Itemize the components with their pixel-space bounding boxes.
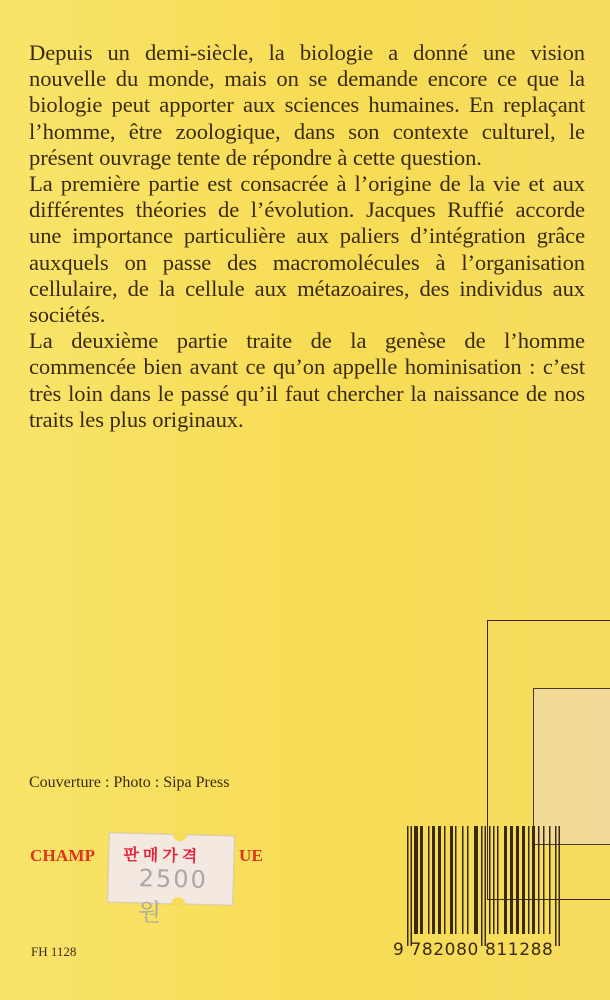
blurb-paragraph-3: La deuxième partie traite de la genèse de l’homme commencée bien avant ce qu’on appelle hominisation : c’est très loin dans le passé qu’il faut chercher la naissance de nos traits les plus originaux.	[29, 328, 585, 432]
isbn-number	[393, 940, 553, 960]
cover-photo-credit: Couverture : Photo : Sipa Press	[29, 774, 230, 791]
price-sticker-price: 2500원	[137, 864, 209, 927]
isbn-group-1: 782080	[410, 940, 479, 960]
cutout-window	[533, 688, 610, 845]
blurb-paragraph-2: La première partie est consacrée à l’origine de la vie et aux différentes théories de l’évolution. Jacques Ruffié accorde une importance particulière aux paliers d’intégration grâce auxquels on passe des macromolécules à l’organisation cellulaire, de la cellule aux métazoaires, des individus aux sociétés.	[29, 171, 585, 328]
catalog-code: FH 1128	[31, 944, 77, 959]
back-cover-blurb	[29, 40, 585, 433]
series-name-end: UE	[239, 846, 264, 865]
isbn-first-digit: 9	[393, 940, 405, 960]
series-name-start: CHAMP	[30, 846, 96, 865]
price-sticker	[107, 832, 235, 927]
barcode-icon	[407, 826, 582, 946]
blurb-paragraph-1: Depuis un demi-siècle, la biologie a donné une vision nouvelle du monde, mais on se demande encore ce que la biologie peut apporter aux sciences humaines. En replaçant l’homme, être zoologique, dans son contexte culturel, le présent ouvrage tente de répondre à cette question.	[29, 40, 585, 170]
price-sticker-label: 판매가격	[123, 844, 202, 866]
isbn-group-2: 811288	[484, 940, 554, 960]
